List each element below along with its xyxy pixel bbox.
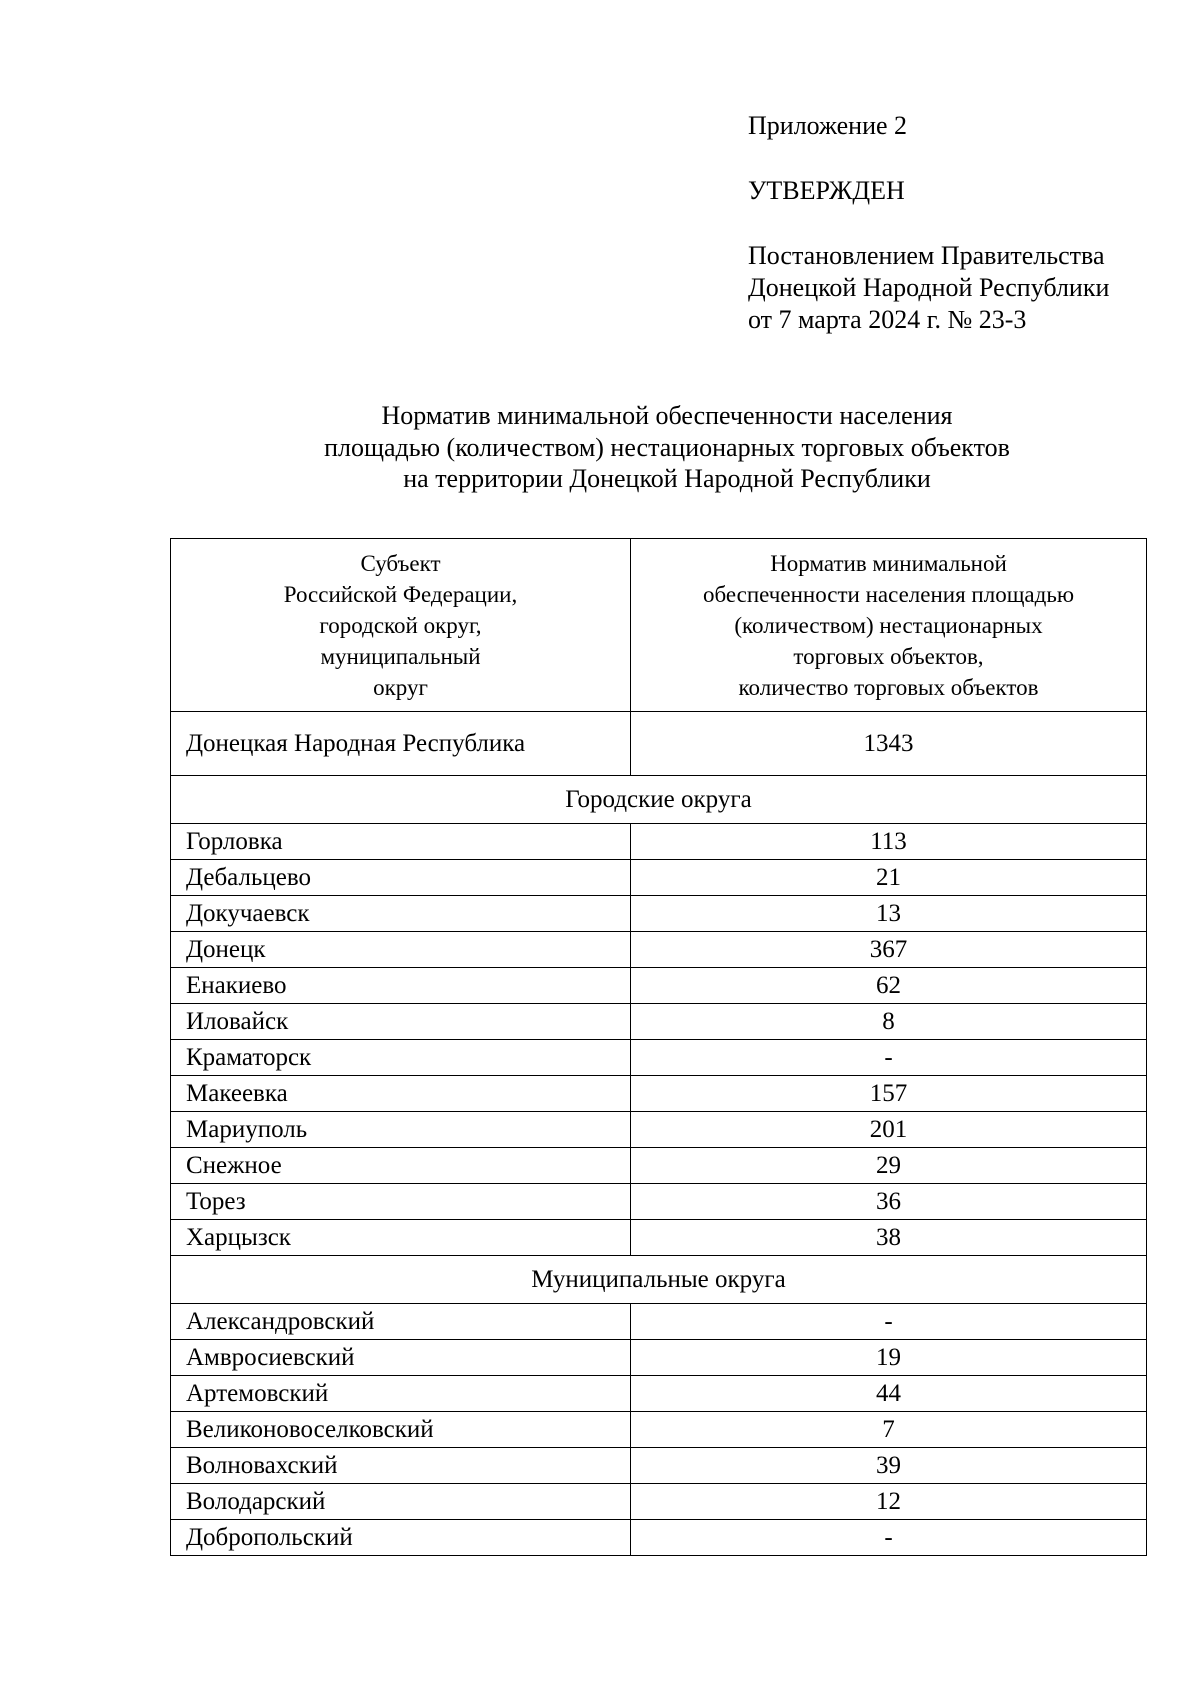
district-name: Харцызск (171, 1220, 631, 1256)
district-value: - (631, 1520, 1147, 1556)
total-row (171, 712, 1147, 776)
district-value: 21 (631, 860, 1147, 896)
header-subject: Субъект Российской Федерации, городской округ, муниципальный округ (171, 539, 631, 712)
district-value: - (631, 1304, 1147, 1340)
district-name: Артемовский (171, 1376, 631, 1412)
table-row (171, 1220, 1147, 1256)
table-row (171, 968, 1147, 1004)
title-line: Норматив минимальной обеспеченности населения (381, 401, 953, 430)
norms-table (170, 538, 1147, 1556)
table-row (171, 1376, 1147, 1412)
section-header-row (171, 1256, 1147, 1304)
district-value: 29 (631, 1148, 1147, 1184)
table-row (171, 824, 1147, 860)
district-value: 113 (631, 824, 1147, 860)
document-title (172, 400, 1162, 495)
table-row (171, 1484, 1147, 1520)
decree-line: Постановлением Правительства (748, 241, 1105, 270)
district-name: Краматорск (171, 1040, 631, 1076)
decree-line: от 7 марта 2024 г. № 23-3 (748, 305, 1027, 334)
district-name: Иловайск (171, 1004, 631, 1040)
table-row (171, 1448, 1147, 1484)
district-value: - (631, 1040, 1147, 1076)
district-value: 62 (631, 968, 1147, 1004)
table-row (171, 1076, 1147, 1112)
district-value: 7 (631, 1412, 1147, 1448)
decree-line: Донецкой Народной Республики (748, 273, 1110, 302)
district-name: Торез (171, 1184, 631, 1220)
district-name: Мариуполь (171, 1112, 631, 1148)
district-value: 19 (631, 1340, 1147, 1376)
approved-stamp-text: УТВЕРЖДЕН (748, 176, 905, 205)
district-name: Докучаевск (171, 896, 631, 932)
district-name: Макеевка (171, 1076, 631, 1112)
district-name: Великоновоселковский (171, 1412, 631, 1448)
section-title: Городские округа (171, 776, 1147, 824)
title-line: на территории Донецкой Народной Республики (403, 464, 931, 493)
district-value: 367 (631, 932, 1147, 968)
district-value: 8 (631, 1004, 1147, 1040)
table-row (171, 1340, 1147, 1376)
title-line: площадью (количеством) нестационарных торговых объектов (324, 432, 1010, 462)
district-name: Снежное (171, 1148, 631, 1184)
district-value: 39 (631, 1448, 1147, 1484)
table-row (171, 1304, 1147, 1340)
district-name: Добропольский (171, 1520, 631, 1556)
district-name: Енакиево (171, 968, 631, 1004)
district-name: Дебальцево (171, 860, 631, 896)
table-row (171, 1040, 1147, 1076)
district-value: 44 (631, 1376, 1147, 1412)
section-title: Муниципальные округа (171, 1256, 1147, 1304)
table-row (171, 1112, 1147, 1148)
district-value: 12 (631, 1484, 1147, 1520)
district-name: Донецк (171, 932, 631, 968)
district-name: Александровский (171, 1304, 631, 1340)
appendix-label: Приложение 2 (748, 111, 908, 140)
district-name: Амвросиевский (171, 1340, 631, 1376)
district-value: 36 (631, 1184, 1147, 1220)
table-row (171, 932, 1147, 968)
table-row (171, 1184, 1147, 1220)
total-name: Донецкая Народная Республика (171, 712, 631, 776)
district-name: Волновахский (171, 1448, 631, 1484)
district-value: 157 (631, 1076, 1147, 1112)
total-value: 1343 (631, 712, 1147, 776)
district-value: 13 (631, 896, 1147, 932)
table-row (171, 896, 1147, 932)
district-value: 38 (631, 1220, 1147, 1256)
table-row (171, 1148, 1147, 1184)
district-value: 201 (631, 1112, 1147, 1148)
header-norm: Норматив минимальной обеспеченности населения площадью (количеством) нестационарных торговых объектов, количество торговых объектов (631, 539, 1147, 712)
district-name: Володарский (171, 1484, 631, 1520)
table-row (171, 860, 1147, 896)
section-header-row (171, 776, 1147, 824)
approval-block (748, 110, 1109, 336)
district-name: Горловка (171, 824, 631, 860)
table-row (171, 1520, 1147, 1556)
table-header-row (171, 539, 1147, 712)
table-row (171, 1412, 1147, 1448)
table-row (171, 1004, 1147, 1040)
